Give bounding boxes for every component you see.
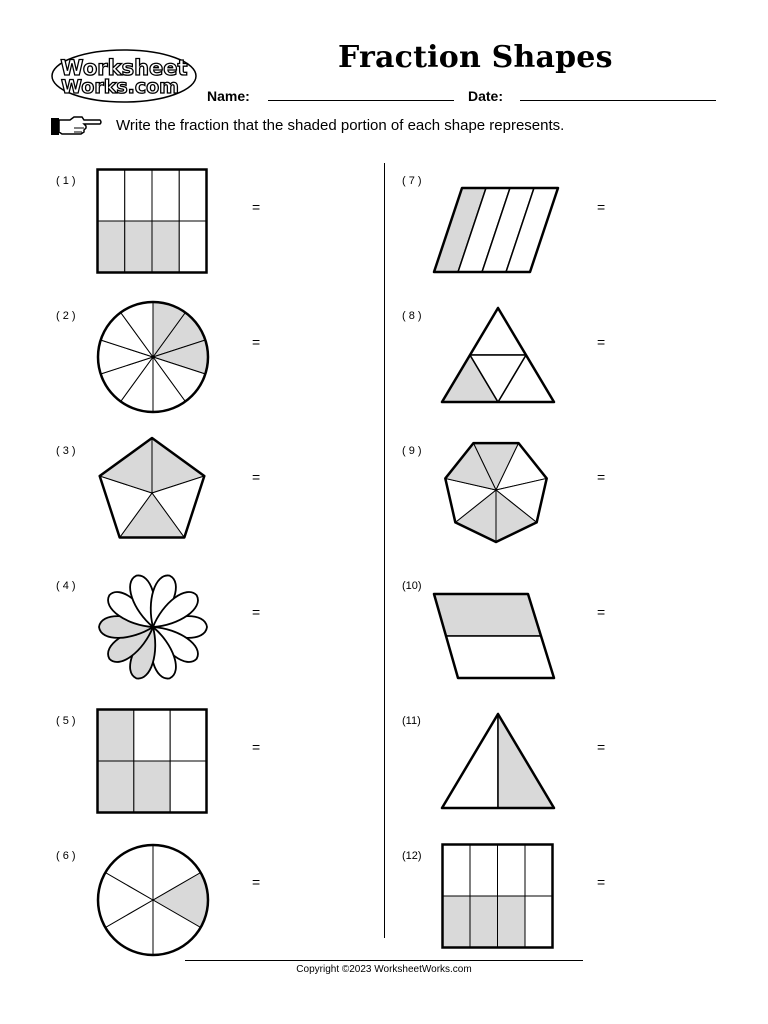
equals-sign: =	[252, 604, 261, 620]
fraction-shape-triangle	[440, 712, 556, 810]
equals-sign: =	[597, 604, 606, 620]
shaded-part	[434, 594, 541, 636]
footer-rule	[185, 960, 583, 961]
problem-number: ( 4 )	[56, 580, 76, 592]
unshaded-part	[443, 845, 471, 897]
fraction-shape-pentagon	[96, 436, 208, 536]
shaded-part	[443, 896, 471, 948]
equals-sign: =	[597, 199, 606, 215]
unshaded-part	[498, 845, 526, 897]
problem-number: ( 6 )	[56, 850, 76, 862]
fraction-shape-triangle	[440, 306, 556, 404]
unshaded-part	[179, 170, 206, 222]
unshaded-part	[446, 636, 554, 678]
logo-line2: Works.com	[61, 76, 179, 98]
shaded-part	[98, 710, 134, 762]
unshaded-part	[98, 170, 125, 222]
fraction-shape-rectangle	[441, 843, 554, 949]
problem-number: ( 7 )	[402, 175, 422, 187]
page-title: Fraction Shapes	[338, 40, 613, 75]
fraction-shape-rectangle	[96, 168, 208, 274]
shaded-part	[152, 221, 179, 273]
unshaded-part	[170, 710, 206, 762]
worksheetworks-logo	[50, 48, 198, 104]
unshaded-part	[525, 845, 553, 897]
unshaded-part	[152, 170, 179, 222]
instructions: Write the fraction that the shaded portion of each shape represents.	[116, 117, 565, 134]
copyright: Copyright ©2023 WorksheetWorks.com	[296, 964, 472, 975]
fraction-shape-parallelogram	[432, 592, 556, 680]
problem-number: ( 2 )	[56, 310, 76, 322]
equals-sign: =	[597, 469, 606, 485]
logo-line1: Worksheet	[60, 56, 188, 80]
unshaded-part	[125, 170, 152, 222]
column-divider	[384, 163, 385, 938]
equals-sign: =	[252, 199, 261, 215]
fraction-shape-flower	[96, 570, 210, 684]
name-label: Name:	[207, 88, 250, 104]
problem-number: ( 8 )	[402, 310, 422, 322]
problem-number: ( 9 )	[402, 445, 422, 457]
problem-number: (11)	[402, 715, 421, 727]
equals-sign: =	[597, 334, 606, 350]
date-field[interactable]	[520, 100, 716, 101]
shaded-part	[98, 761, 134, 813]
problem-number: (10)	[402, 580, 422, 592]
problem-number: (12)	[402, 850, 422, 862]
problem-number: ( 5 )	[56, 715, 76, 727]
unshaded-part	[134, 710, 170, 762]
equals-sign: =	[597, 874, 606, 890]
fraction-shape-parallelogram	[432, 186, 560, 274]
unshaded-part	[525, 896, 553, 948]
equals-sign: =	[597, 739, 606, 755]
problem-number: ( 3 )	[56, 445, 76, 457]
unshaded-part	[170, 761, 206, 813]
unshaded-part	[470, 845, 498, 897]
equals-sign: =	[252, 469, 261, 485]
shaded-part	[470, 896, 498, 948]
fraction-shape-circle	[96, 300, 210, 414]
shaded-part	[125, 221, 152, 273]
shaded-part	[134, 761, 170, 813]
date-label: Date:	[468, 88, 504, 104]
shaded-part	[498, 896, 526, 948]
unshaded-part	[470, 308, 526, 355]
equals-sign: =	[252, 874, 261, 890]
unshaded-part	[179, 221, 206, 273]
name-field[interactable]	[268, 100, 454, 101]
fraction-shape-heptagon	[442, 436, 550, 540]
equals-sign: =	[252, 739, 261, 755]
fraction-shape-circle	[96, 843, 210, 957]
pointing-hand-icon	[50, 114, 102, 138]
equals-sign: =	[252, 334, 261, 350]
shaded-part	[98, 221, 125, 273]
fraction-shape-rectangle	[96, 708, 208, 814]
problem-number: ( 1 )	[56, 175, 76, 187]
